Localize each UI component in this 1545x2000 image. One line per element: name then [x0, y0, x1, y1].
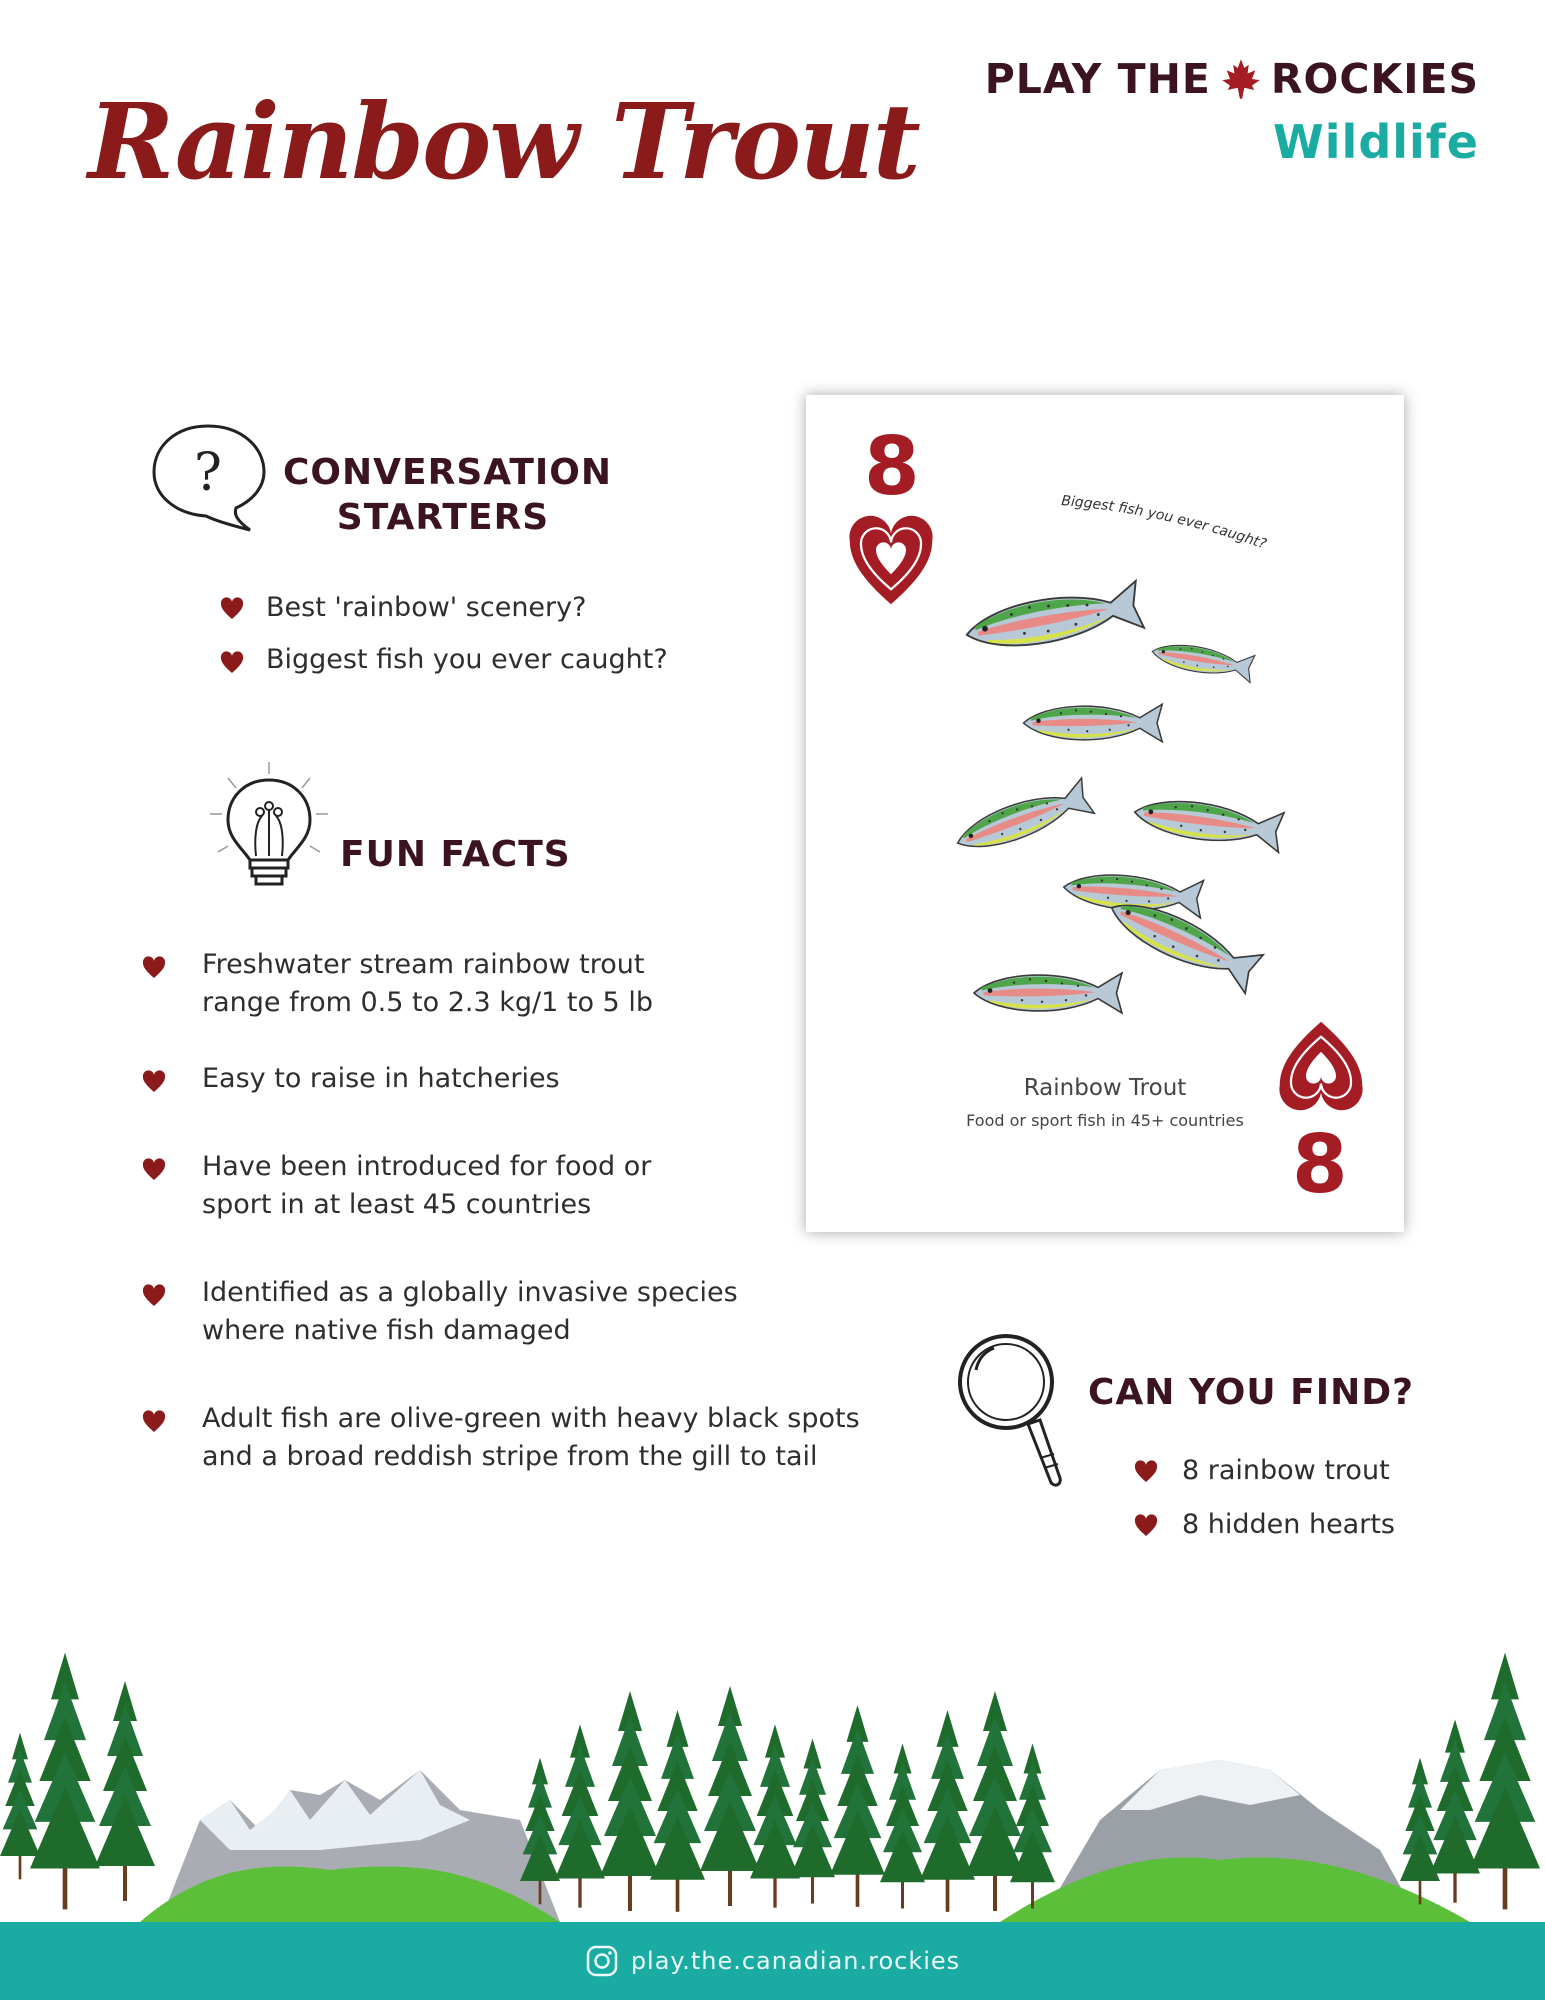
list-item-line: and a broad reddish stripe from the gill to tail [202, 1441, 818, 1472]
mountain-forest-landscape [0, 1620, 1545, 1922]
find-heading: CAN YOU FIND? [1088, 1372, 1414, 1413]
maple-leaf-icon [1219, 57, 1263, 101]
list-item-text: 8 rainbow trout [1182, 1455, 1390, 1486]
heart-icon [142, 956, 166, 980]
trout-fish [951, 569, 1150, 671]
footer-handle[interactable]: play.the.canadian.rockies [630, 1947, 961, 1975]
list-item [1134, 1506, 1514, 1544]
brand-name-left: PLAY THE [984, 55, 1211, 103]
card-name: Rainbow Trout [1023, 1075, 1187, 1101]
trout-fish [1142, 626, 1259, 694]
fun-facts-list [142, 946, 922, 1476]
footer-bar [0, 1922, 1545, 2000]
brand-block [985, 55, 1479, 169]
list-item-line: sport in at least 45 countries [202, 1189, 592, 1220]
heart-icon [142, 1070, 166, 1094]
trout-fish [1016, 695, 1166, 751]
list-item-text: Biggest fish you ever caught? [266, 644, 668, 675]
list-item-text: 8 hidden hearts [1182, 1509, 1395, 1540]
conversation-list [220, 589, 740, 679]
card-curved-caption [1056, 495, 1316, 585]
brand-subtitle: Wildlife [1273, 115, 1479, 169]
find-list [1134, 1452, 1514, 1544]
conversation-heading-line1: CONVERSATION [283, 452, 613, 493]
list-item [142, 946, 922, 1060]
magnifying-glass-icon [954, 1330, 1064, 1494]
list-item-line: where native fish damaged [202, 1315, 571, 1346]
brand-name-right: ROCKIES [1270, 55, 1479, 103]
list-item [142, 1274, 922, 1400]
trout-fish [966, 965, 1126, 1021]
conversation-heading [283, 450, 613, 540]
lightbulb-icon [206, 760, 332, 896]
heart-icon [142, 1158, 166, 1182]
heart-icon [1134, 1514, 1158, 1538]
trout-illustration [956, 585, 1276, 1055]
heart-icon [846, 513, 936, 613]
list-item [220, 589, 740, 641]
list-item-line: Easy to raise in hatcheries [202, 1063, 560, 1094]
list-item [220, 641, 740, 679]
svg-text:Biggest fish you ever caught?: Biggest fish you ever caught? [1060, 495, 1269, 553]
svg-text:?: ? [194, 443, 222, 503]
speech-bubble-question-icon [148, 420, 280, 536]
list-item-line: Identified as a globally invasive species [202, 1277, 738, 1308]
heart-icon [142, 1410, 166, 1434]
heart-icon [142, 1284, 166, 1308]
brand-name [985, 55, 1479, 103]
instagram-icon[interactable] [585, 1944, 619, 1978]
card-rank-bottom: 8 [1292, 1118, 1348, 1211]
heart-icon [220, 597, 244, 621]
list-item [1134, 1452, 1514, 1506]
card-rank-top: 8 [864, 420, 920, 513]
heart-icon [1134, 1460, 1158, 1484]
list-item [142, 1060, 922, 1148]
conversation-heading-line2: STARTERS [336, 497, 550, 538]
list-item [142, 1400, 922, 1476]
page-title: Rainbow Trout [88, 80, 919, 203]
fun-facts-heading: FUN FACTS [340, 834, 571, 875]
list-item-line: range from 0.5 to 2.3 kg/1 to 5 lb [202, 987, 653, 1018]
list-item [142, 1148, 922, 1274]
list-item-text: Best 'rainbow' scenery? [266, 592, 587, 623]
list-item-line: Adult fish are olive-green with heavy black spots [202, 1403, 860, 1434]
list-item-line: Have been introduced for food or [202, 1151, 652, 1182]
card-caption: Food or sport fish in 45+ countries [966, 1111, 1244, 1130]
list-item-line: Freshwater stream rainbow trout [202, 949, 645, 980]
playing-card [806, 395, 1404, 1232]
heart-icon [220, 651, 244, 675]
trout-fish [1122, 779, 1289, 865]
